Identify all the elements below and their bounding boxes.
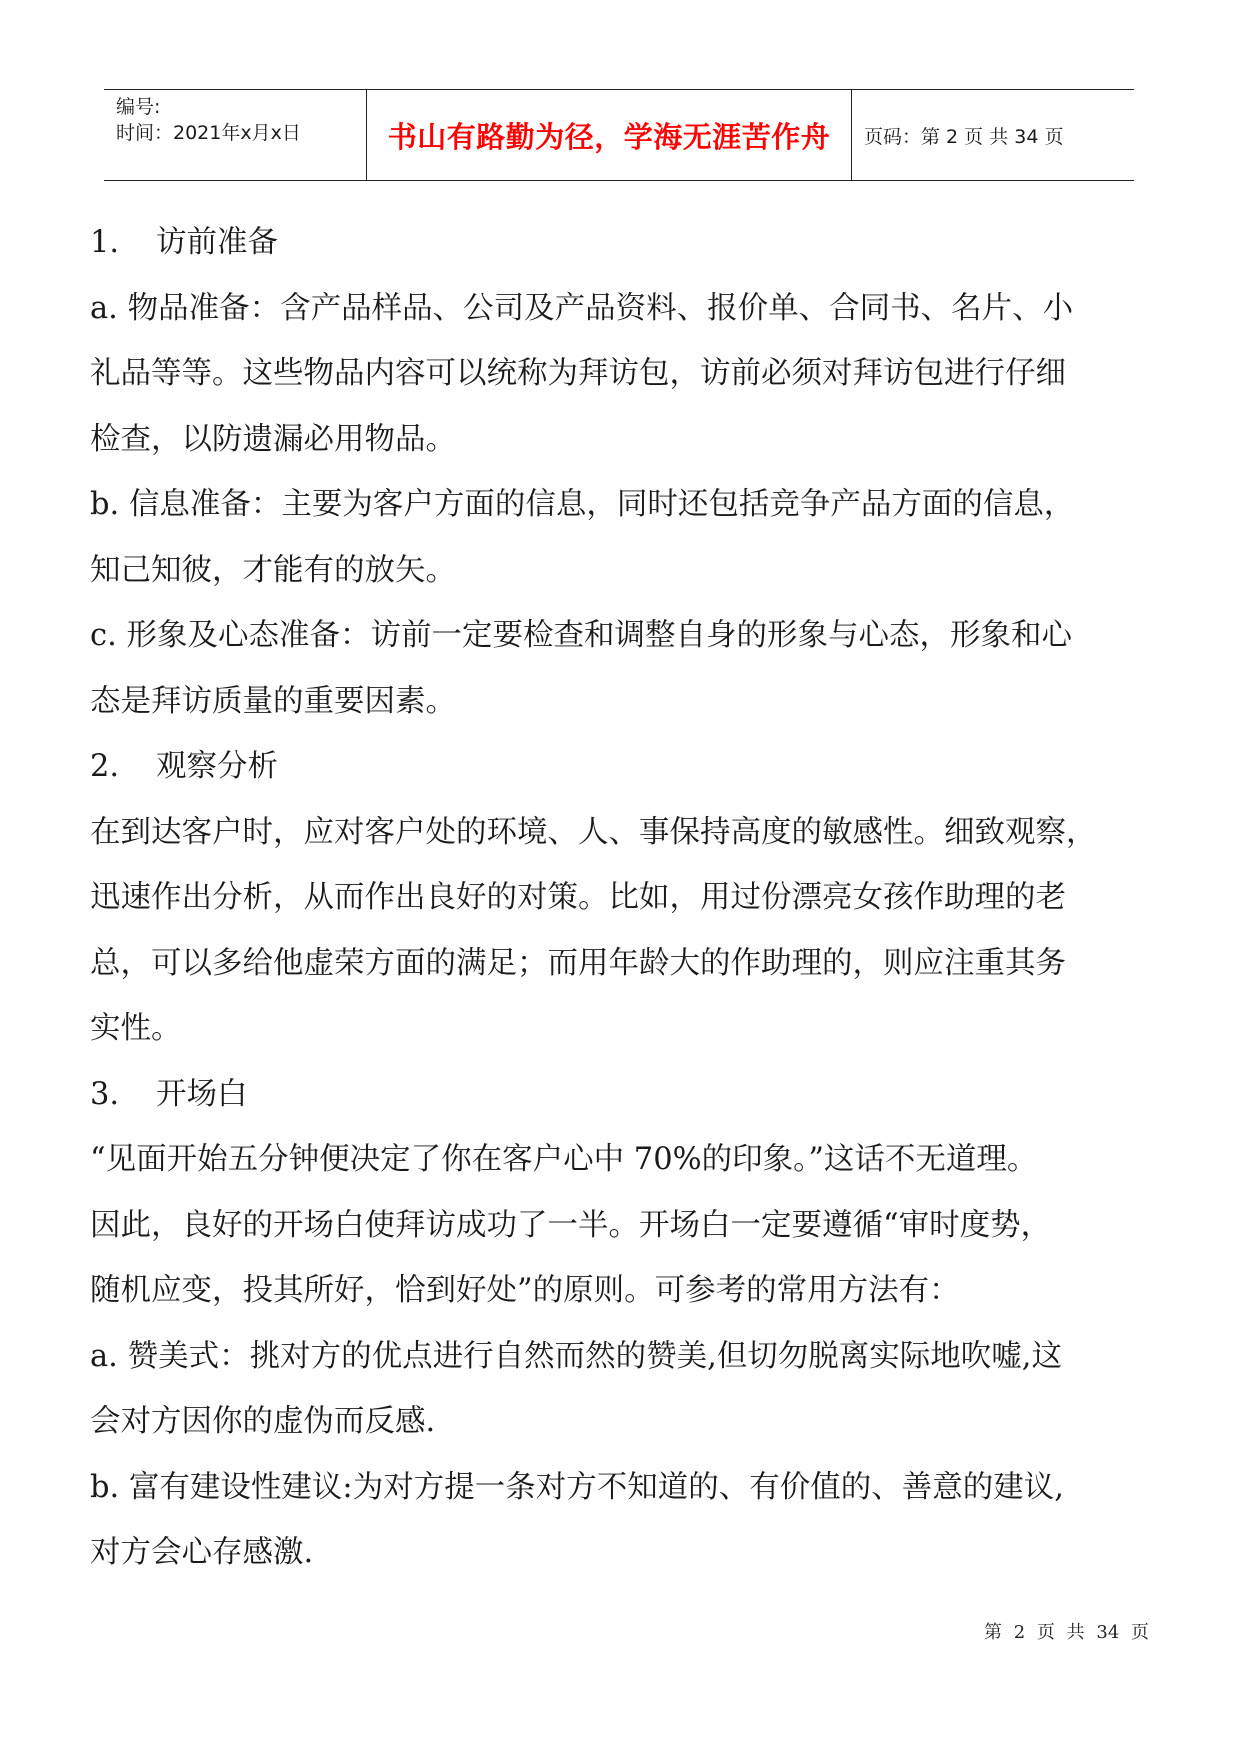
paragraph-line: 实性。 [90,1011,182,1046]
paragraph-line: 礼品等等。这些物品内容可以统称为拜访包，访前必须对拜访包进行仔细 [90,356,1066,391]
header-motto: 书山有路勤为径，学海无涯苦作舟 [387,119,831,154]
paragraph-line: 因此，良好的开场白使拜访成功了一半。开场白一定要遵循“审时度势， [90,1207,1052,1243]
paragraph-line: 检查，以防遗漏必用物品。 [90,421,456,457]
section-heading [90,1062,1170,1128]
section-heading [90,734,1170,800]
section-title: 观察分析 [156,749,278,784]
section-number: 3. [90,1076,120,1112]
paragraph-line: “见面开始五分钟便决定了你在客户心中 70%的印象。”这话不无道理。 [90,1142,1038,1177]
paragraph-line: 随机应变，投其所好，恰到好处”的原则。可参考的常用方法有： [90,1273,960,1308]
footer-page-number: 第 2 页 共 34 页 [984,1622,1149,1643]
paragraph-line: c. 形象及心态准备：访前一定要检查和调整自身的形象与心态，形象和心 [90,618,1072,653]
paragraph-line: 在到达客户时，应对客户处的环境、人、事保持高度的敏感性。细致观察， [90,814,1097,850]
paragraph-line: a. 赞美式：挑对方的优点进行自然而然的赞美,但切勿脱离实际地吹嘘,这 [90,1338,1062,1374]
header-motto-cell [366,90,852,180]
paragraph-line: b. 信息准备：主要为客户方面的信息，同时还包括竞争产品方面的信息， [90,487,1075,522]
section-heading [90,210,1170,276]
header-page-cell [852,90,1134,180]
paragraph-line: b. 富有建设性建议:为对方提一条对方不知道的、有价值的、善意的建议, [90,1469,1064,1505]
paragraph-line: 对方会心存感激. [90,1535,314,1570]
page-footer [984,1618,1149,1644]
header-table [104,89,1134,181]
document-number-label: 编号: [116,96,161,118]
section-title: 访前准备 [156,225,278,260]
paragraph-line: a. 物品准备：含产品样品、公司及产品资料、报价单、合同书、名片、小 [90,290,1074,326]
paragraph-line: 迅速作出分析，从而作出良好的对策。比如，用过份漂亮女孩作助理的老 [90,880,1066,915]
header-page-code: 页码：第 2 页 共 34 页 [864,125,1064,148]
section-title: 开场白 [156,1076,248,1112]
section-number: 1. [90,225,120,260]
document-body [90,210,1170,1586]
section-number: 2. [90,749,120,784]
header-meta-cell [104,90,366,180]
paragraph-line: 会对方因你的虚伪而反感. [90,1404,436,1439]
document-time-label: 时间：2021年x月x日 [116,122,301,144]
paragraph-line: 总，可以多给他虚荣方面的满足；而用年龄大的作助理的，则应注重其务 [90,945,1066,981]
paragraph-line: 态是拜访质量的重要因素。 [90,683,456,719]
paragraph-line: 知己知彼，才能有的放矢。 [90,552,456,588]
